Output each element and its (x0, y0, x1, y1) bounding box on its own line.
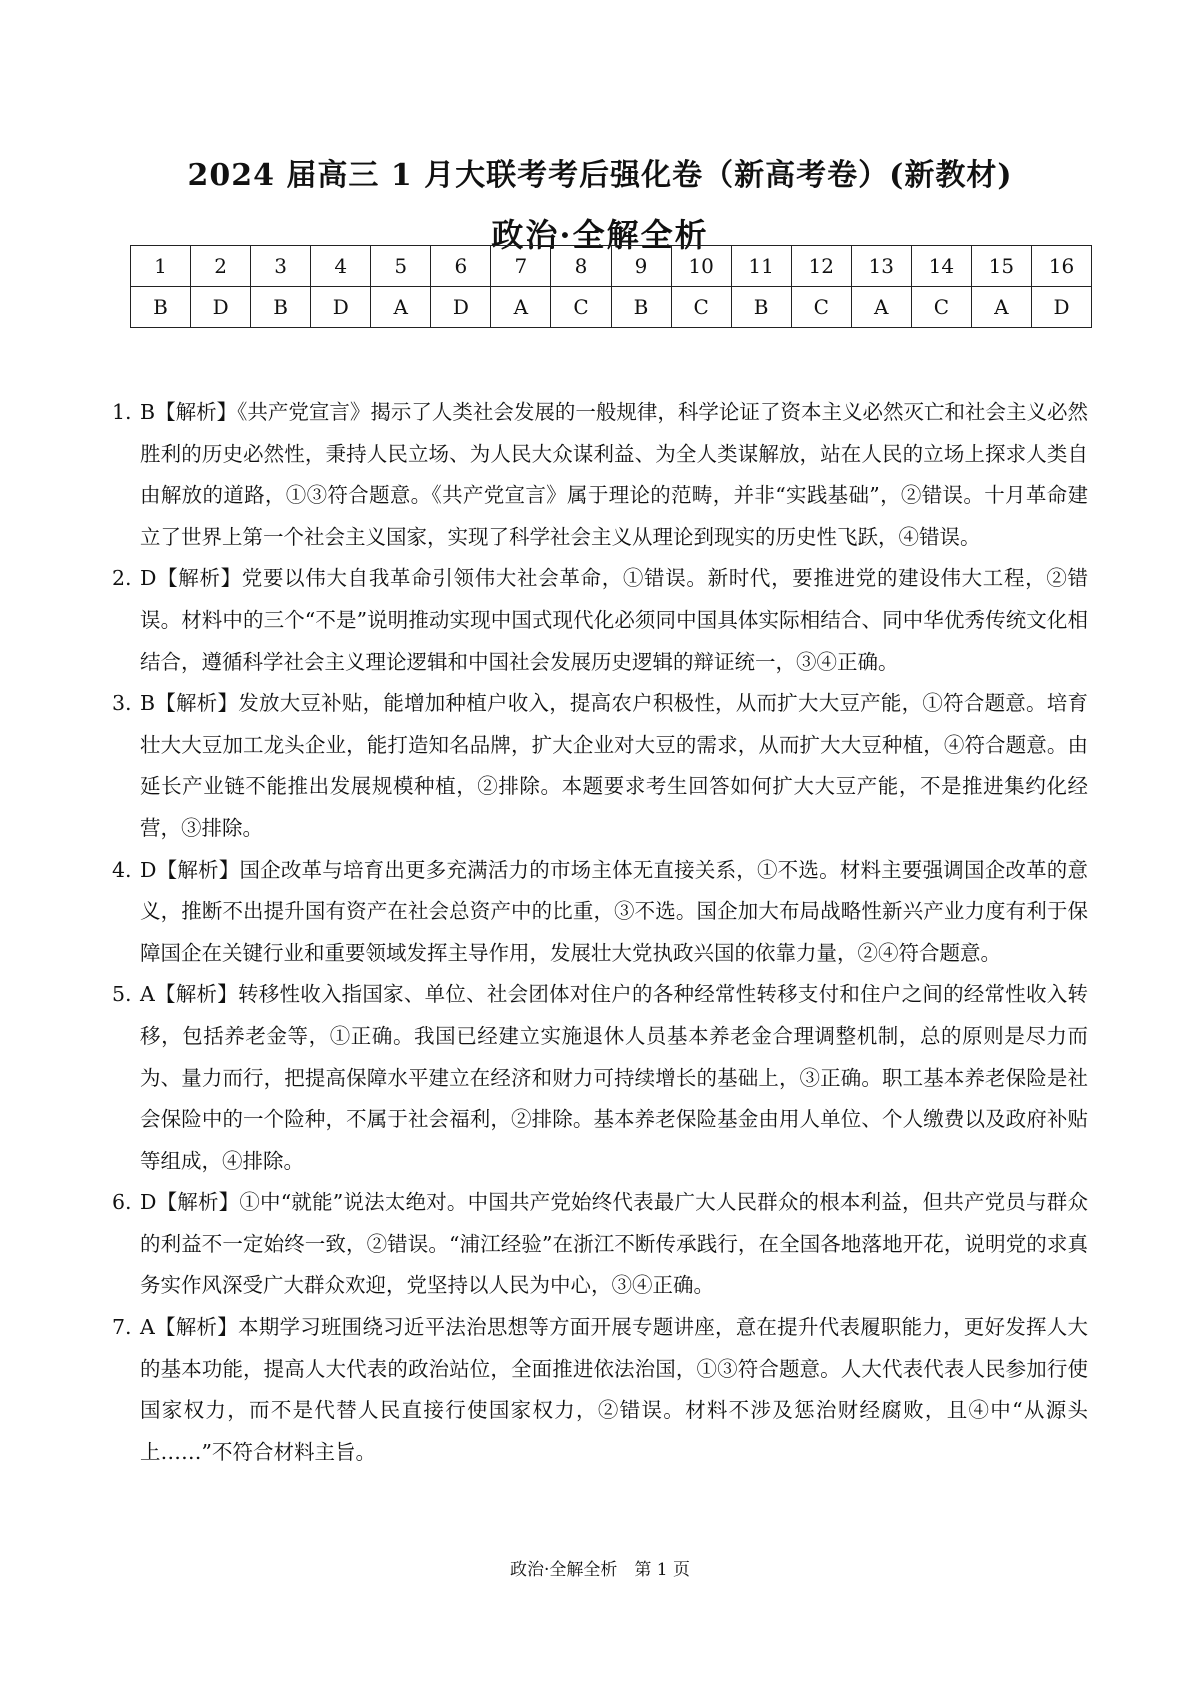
answer-letter: A (971, 287, 1031, 328)
answer-letter: B (131, 287, 191, 328)
question-number: 16 (1031, 246, 1091, 287)
answer-table-answer-row (131, 287, 1092, 328)
question-number: 14 (911, 246, 971, 287)
answer-letter: C (911, 287, 971, 328)
answer-letter: D (191, 287, 251, 328)
item-number: 5. (112, 982, 132, 1007)
explanation-item (112, 850, 1088, 975)
item-text: D【解析】①中“就能”说法太绝对。中国共产党始终代表最广大人民群众的根本利益，但共产党员与群众的利益不一定始终一致，②错误。“浦江经验”在浙江不断传承践行，在全国各地落地开花，说明党的求真务实作风深受广大群众欢迎，党坚持以人民为中心，③④正确。 (140, 1190, 1088, 1298)
question-number: 12 (791, 246, 851, 287)
item-number: 1. (112, 400, 132, 424)
answer-letter: D (311, 287, 371, 328)
question-number: 10 (671, 246, 731, 287)
question-number: 1 (131, 246, 191, 287)
answer-letter: A (371, 287, 431, 328)
answer-letter: B (611, 287, 671, 328)
item-number: 4. (112, 857, 132, 882)
answer-letter: A (851, 287, 911, 328)
page-title: 2024 届高三 1 月大联考考后强化卷（新高考卷）(新教材) (187, 158, 1013, 193)
question-number: 5 (371, 246, 431, 287)
item-text: D【解析】国企改革与培育出更多充满活力的市场主体无直接关系，①不选。材料主要强调国企改革的意义，推断不出提升国有资产在社会总资产中的比重，③不选。国企加大布局战略性新兴产业力度有利于保障国企在关键行业和重要领域发挥主导作用，发展壮大党执政兴国的依靠力量，②④符合题意。 (140, 857, 1088, 965)
question-number: 15 (971, 246, 1031, 287)
question-number: 3 (251, 246, 311, 287)
page-subtitle: 政治·全解全析 (491, 216, 709, 254)
explanation-item (112, 683, 1088, 849)
answer-letter: B (731, 287, 791, 328)
page-footer: 政治·全解全析 第 1 页 (509, 1560, 691, 1580)
explanation-item (112, 1307, 1088, 1473)
item-number: 2. (112, 566, 132, 591)
question-number: 4 (311, 246, 371, 287)
explanation-item (112, 392, 1088, 558)
item-text: B【解析】发放大豆补贴，能增加种植户收入，提高农户积极性，从而扩大大豆产能，①符合题意。培育壮大大豆加工龙头企业，能打造知名品牌，扩大企业对大豆的需求，从而扩大大豆种植，④符合题意。由延长产业链不能推出发展规模种植，②排除。本题要求考生回答如何扩大大豆产能，不是推进集约化经营，③排除。 (140, 691, 1088, 840)
question-number: 6 (431, 246, 491, 287)
question-number: 9 (611, 246, 671, 287)
question-number: 7 (491, 246, 551, 287)
answer-table-number-row (131, 246, 1092, 287)
item-number: 7. (112, 1315, 132, 1340)
answer-letter: D (1031, 287, 1091, 328)
item-text: D【解析】党要以伟大自我革命引领伟大社会革命，①错误。新时代，要推进党的建设伟大工程，②错误。材料中的三个“不是”说明推动实现中国式现代化必须同中国具体实际相结合、同中华优秀传统文化相结合，遵循科学社会主义理论逻辑和中国社会发展历史逻辑的辩证统一，③④正确。 (140, 566, 1088, 674)
question-number: 11 (731, 246, 791, 287)
answer-letter: A (491, 287, 551, 328)
item-number: 3. (112, 691, 132, 716)
explanation-item (112, 558, 1088, 683)
item-text: A【解析】本期学习班围绕习近平法治思想等方面开展专题讲座，意在提升代表履职能力，更好发挥人大的基本功能，提高人大代表的政治站位，全面推进依法治国，①③符合题意。人大代表代表人民参加行使国家权力，而不是代替人民直接行使国家权力，②错误。材料不涉及惩治财经腐败，且④中“从源头上……”不符合材料主旨。 (140, 1315, 1088, 1464)
item-text: A【解析】转移性收入指国家、单位、社会团体对住户的各种经常性转移支付和住户之间的经常性收入转移，包括养老金等，①正确。我国已经建立实施退休人员基本养老金合理调整机制，总的原则是尽力而为、量力而行，把提高保障水平建立在经济和财力可持续增长的基础上，③正确。职工基本养老保险是社会保险中的一个险种，不属于社会福利，②排除。基本养老保险基金由用人单位、个人缴费以及政府补贴等组成，④排除。 (140, 982, 1088, 1173)
explanation-list (112, 392, 1088, 1473)
explanation-item (112, 1182, 1088, 1307)
question-number: 13 (851, 246, 911, 287)
question-number: 8 (551, 246, 611, 287)
answer-table (130, 245, 1092, 328)
answer-letter: C (791, 287, 851, 328)
answer-letter: C (551, 287, 611, 328)
question-number: 2 (191, 246, 251, 287)
answer-letter: D (431, 287, 491, 328)
item-text: B【解析】《共产党宣言》揭示了人类社会发展的一般规律，科学论证了资本主义必然灭亡和社会主义必然胜利的历史必然性，秉持人民立场、为人民大众谋利益、为全人类谋解放，站在人民的立场上探求人类自由解放的道路，①③符合题意。《共产党宣言》属于理论的范畴，并非“实践基础”，②错误。十月革命建立了世界上第一个社会主义国家，实现了科学社会主义从理论到现实的历史性飞跃，④错误。 (140, 400, 1088, 549)
item-number: 6. (112, 1190, 132, 1215)
answer-letter: B (251, 287, 311, 328)
explanation-item (112, 974, 1088, 1182)
answer-letter: C (671, 287, 731, 328)
